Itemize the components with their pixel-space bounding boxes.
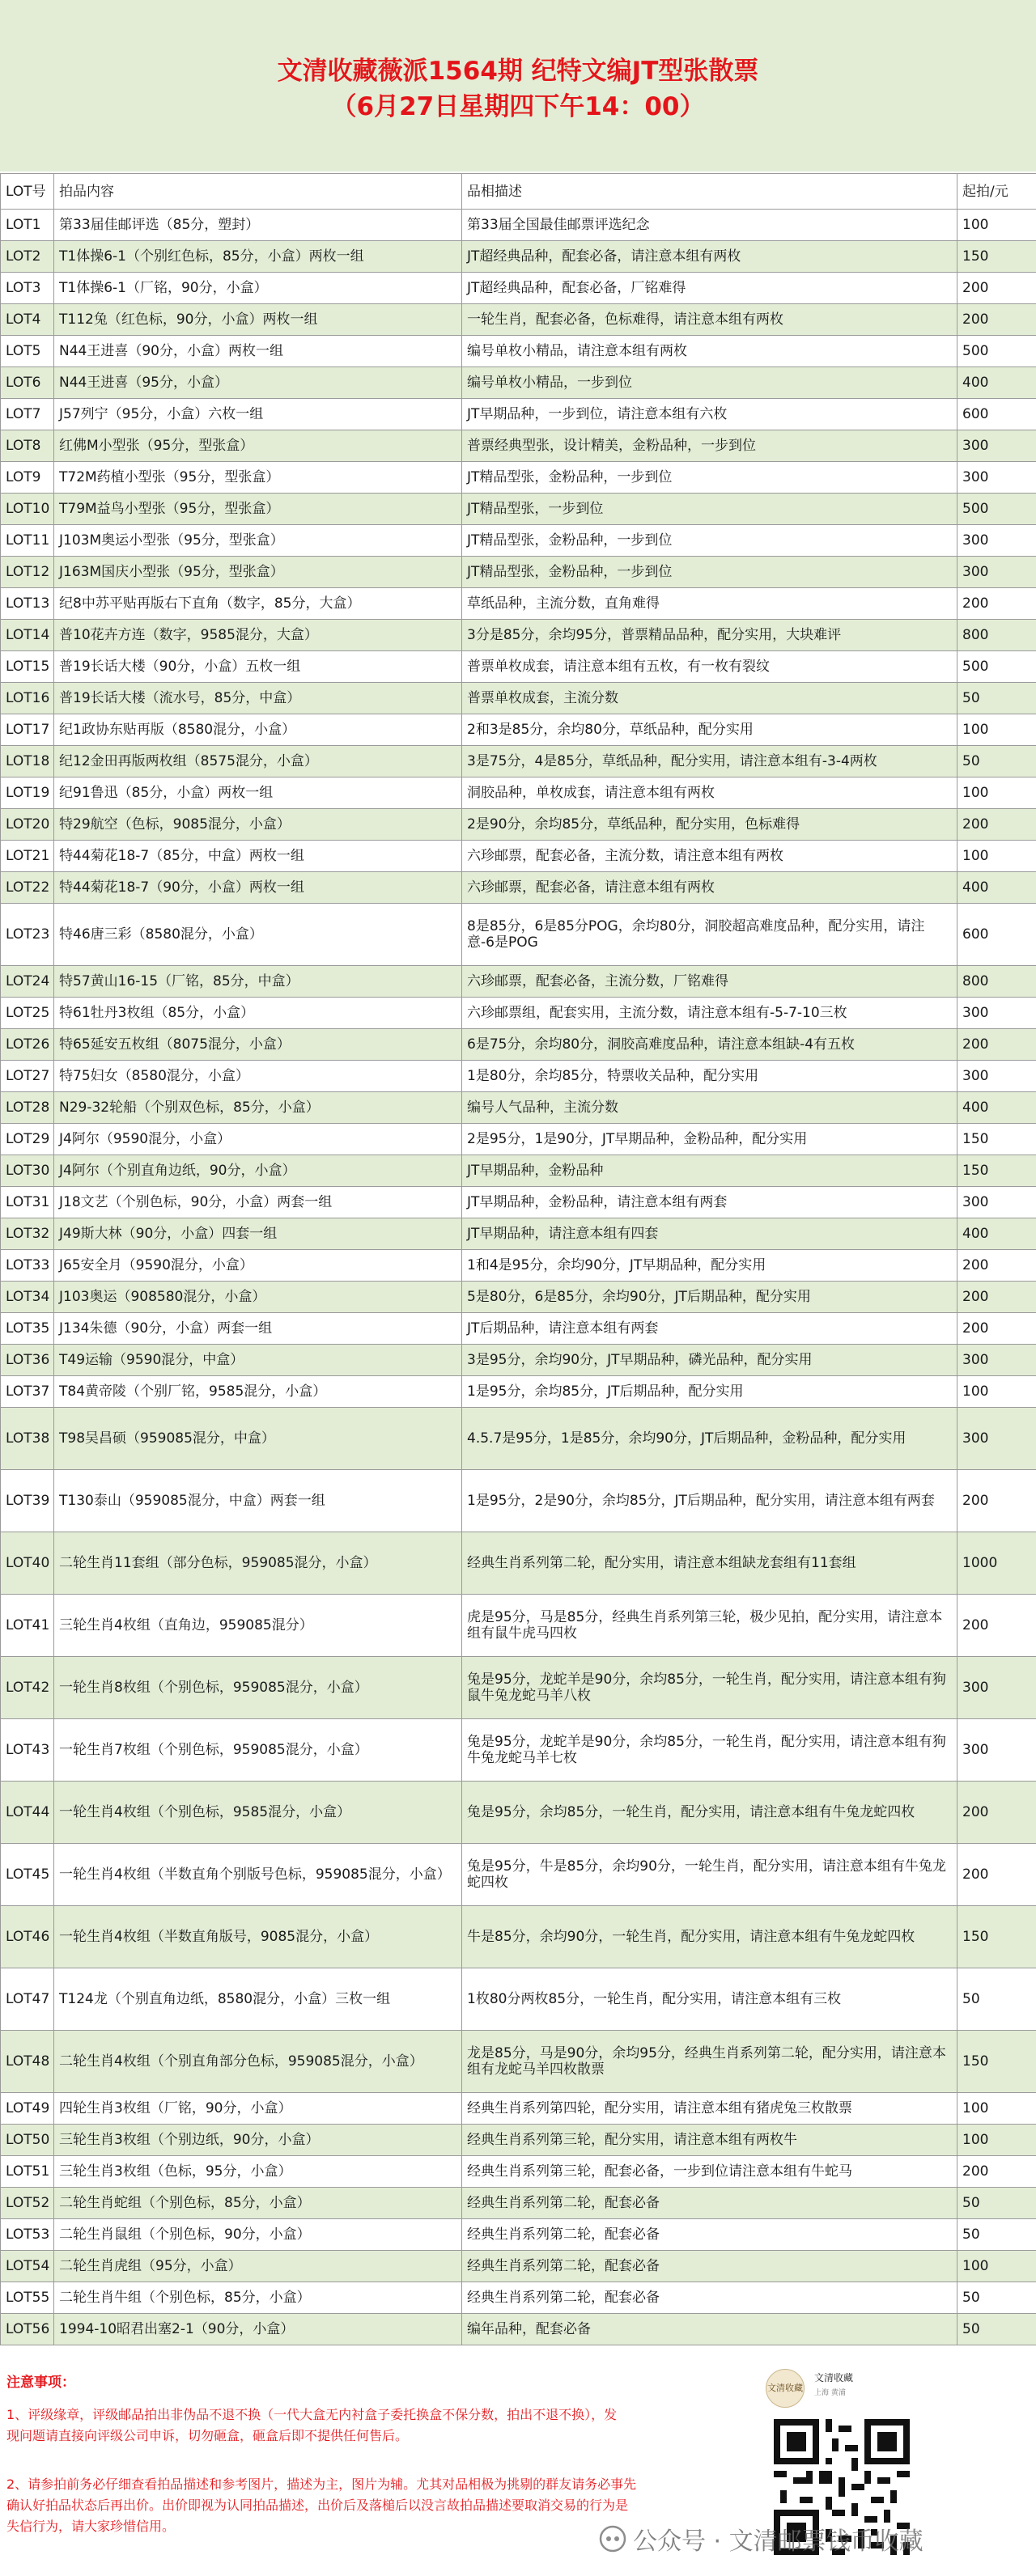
lot-number: LOT54	[1, 2251, 54, 2282]
table-row	[1, 462, 1036, 494]
lot-start-price: 300	[957, 1061, 1036, 1092]
lot-content: 特44菊花18-7（90分，小盒）两枚一组	[54, 872, 462, 904]
auction-time: （6月27日星期四下午14：00）	[331, 92, 705, 121]
lot-start-price: 600	[957, 904, 1036, 966]
lot-start-price: 50	[957, 746, 1036, 777]
table-row	[1, 904, 1036, 966]
lot-description: 兔是95分，牛是85分，余均90分，一轮生肖，配分实用，请注意本组有牛兔龙蛇四枚	[462, 1844, 957, 1906]
lot-start-price: 100	[957, 1376, 1036, 1408]
lot-content: 一轮生肖7枚组（个别色标，959085混分，小盒）	[54, 1719, 462, 1782]
lot-start-price: 50	[957, 683, 1036, 714]
lot-number: LOT46	[1, 1906, 54, 1968]
lot-start-price: 800	[957, 966, 1036, 998]
table-row	[1, 588, 1036, 620]
lot-content: 第33届佳邮评选（85分，塑封）	[54, 210, 462, 241]
lot-content: 普19长话大楼（流水号，85分，中盒）	[54, 683, 462, 714]
lot-start-price: 300	[957, 1657, 1036, 1719]
table-row	[1, 1029, 1036, 1061]
lot-description: 六珍邮票组，配套实用，主流分数，请注意本组有-5-7-10三枚	[462, 998, 957, 1029]
lot-start-price: 200	[957, 1282, 1036, 1313]
lot-number: LOT21	[1, 841, 54, 872]
table-row	[1, 620, 1036, 651]
lot-start-price: 200	[957, 1844, 1036, 1906]
lot-description: 牛是85分，余均90分，一轮生肖，配分实用，请注意本组有牛兔龙蛇四枚	[462, 1906, 957, 1968]
lot-description: 2是95分，1是90分，JT早期品种，金粉品种，配分实用	[462, 1124, 957, 1155]
lot-content: 纪8中苏平贴再版右下直角（数字，85分，大盒）	[54, 588, 462, 620]
table-row	[1, 2093, 1036, 2125]
lot-number: LOT15	[1, 651, 54, 683]
lot-number: LOT19	[1, 777, 54, 809]
lot-content: 三轮生肖3枚组（色标，95分，小盒）	[54, 2156, 462, 2188]
lot-description: 经典生肖系列第二轮，配分实用，请注意本组缺龙套组有11套组	[462, 1532, 957, 1595]
table-row	[1, 1470, 1036, 1532]
lot-content: T79M益鸟小型张（95分，型张盒）	[54, 494, 462, 525]
table-row	[1, 1408, 1036, 1470]
lot-content: 特65延安五枚组（8075混分，小盒）	[54, 1029, 462, 1061]
lot-description: 5是80分，6是85分，余均90分，JT后期品种，配分实用	[462, 1282, 957, 1313]
lot-start-price: 150	[957, 241, 1036, 273]
lot-number: LOT55	[1, 2282, 54, 2314]
lot-content: T98吴昌硕（959085混分，中盒）	[54, 1408, 462, 1470]
lot-number: LOT40	[1, 1532, 54, 1595]
table-row	[1, 841, 1036, 872]
table-row	[1, 210, 1036, 241]
table-row	[1, 1532, 1036, 1595]
table-row	[1, 1218, 1036, 1250]
table-row	[1, 2282, 1036, 2314]
table-row	[1, 367, 1036, 399]
lot-description: 兔是95分，余均85分，一轮生肖，配分实用，请注意本组有牛兔龙蛇四枚	[462, 1782, 957, 1844]
lot-content: 二轮生肖牛组（个别色标，85分，小盒）	[54, 2282, 462, 2314]
table-row	[1, 273, 1036, 304]
lot-description: 经典生肖系列第二轮，配套必备	[462, 2251, 957, 2282]
table-row	[1, 1187, 1036, 1218]
lot-content: 特75妇女（8580混分，小盒）	[54, 1061, 462, 1092]
table-row	[1, 1155, 1036, 1187]
lot-content: 二轮生肖11套组（部分色标，959085混分，小盒）	[54, 1532, 462, 1595]
lot-description: 3分是85分，余均95分，普票精品品种，配分实用，大块难评	[462, 620, 957, 651]
table-row	[1, 304, 1036, 336]
lot-content: J57列宁（95分，小盒）六枚一组	[54, 399, 462, 430]
table-row	[1, 683, 1036, 714]
lot-start-price: 200	[957, 1470, 1036, 1532]
lot-content: N44王进喜（90分，小盒）两枚一组	[54, 336, 462, 367]
lot-start-price: 400	[957, 1218, 1036, 1250]
lot-start-price: 300	[957, 557, 1036, 588]
lot-content: 一轮生肖4枚组（半数直角版号，9085混分，小盒）	[54, 1906, 462, 1968]
lot-content: 一轮生肖8枚组（个别色标，959085混分，小盒）	[54, 1657, 462, 1719]
lot-start-price: 100	[957, 777, 1036, 809]
lot-description: 一轮生肖，配套必备，色标难得，请注意本组有两枚	[462, 304, 957, 336]
table-row	[1, 777, 1036, 809]
lot-start-price: 200	[957, 304, 1036, 336]
lot-content: J4阿尔（9590混分，小盒）	[54, 1124, 462, 1155]
table-row	[1, 2188, 1036, 2219]
lot-number: LOT5	[1, 336, 54, 367]
lot-number: LOT25	[1, 998, 54, 1029]
lots-table-body	[1, 210, 1036, 2345]
lot-start-price: 100	[957, 2251, 1036, 2282]
table-row	[1, 966, 1036, 998]
lot-start-price: 150	[957, 1906, 1036, 1968]
lot-number: LOT23	[1, 904, 54, 966]
lot-content: 普10花卉方连（数字，9585混分，大盒）	[54, 620, 462, 651]
lot-description: 普票单枚成套，主流分数	[462, 683, 957, 714]
table-row	[1, 714, 1036, 746]
lot-start-price: 300	[957, 1187, 1036, 1218]
lot-content: T130泰山（959085混分，中盒）两套一组	[54, 1470, 462, 1532]
lot-number: LOT6	[1, 367, 54, 399]
lot-content: 纪91鲁迅（85分，小盒）两枚一组	[54, 777, 462, 809]
lot-description: JT精品型张，金粉品种，一步到位	[462, 462, 957, 494]
lot-number: LOT53	[1, 2219, 54, 2251]
lot-description: 1和4是95分，余均90分，JT早期品种，配分实用	[462, 1250, 957, 1282]
lot-content: 特46唐三彩（8580混分，小盒）	[54, 904, 462, 966]
lot-start-price: 500	[957, 494, 1036, 525]
lot-start-price: 300	[957, 1719, 1036, 1782]
lot-number: LOT52	[1, 2188, 54, 2219]
notes-item-1: 1、评级缘章，评级邮品拍出非伪品不退不换（一代大盒无内衬盒子委托换盒不保分数，拍出不退不换），发现问题请直接向评级公司申诉，切勿砸盒，砸盒后即不提供任何售后。	[6, 2407, 618, 2443]
shop-logo: 文清收藏	[766, 2369, 805, 2408]
lot-number: LOT41	[1, 1595, 54, 1657]
lot-number: LOT37	[1, 1376, 54, 1408]
lot-content: J103M奥运小型张（95分，型张盒）	[54, 525, 462, 557]
table-row	[1, 557, 1036, 588]
lot-description: 兔是95分，龙蛇羊是90分，余均85分，一轮生肖，配分实用，请注意本组有狗牛兔龙蛇马羊七枚	[462, 1719, 957, 1782]
lot-description: 六珍邮票，配套必备，主流分数，厂铭难得	[462, 966, 957, 998]
lot-number: LOT30	[1, 1155, 54, 1187]
table-row	[1, 430, 1036, 462]
lot-description: 六珍邮票，配套必备，请注意本组有两枚	[462, 872, 957, 904]
lot-start-price: 400	[957, 367, 1036, 399]
lot-description: 6是75分，余均80分，洞胶高难度品种，请注意本组缺-4有五枚	[462, 1029, 957, 1061]
lot-content: 1994-10昭君出塞2-1（90分，小盒）	[54, 2314, 462, 2345]
lot-start-price: 200	[957, 1782, 1036, 1844]
lot-number: LOT36	[1, 1345, 54, 1376]
lot-description: 龙是85分，马是90分，余均95分，经典生肖系列第二轮，配分实用，请注意本组有龙蛇马羊四枚散票	[462, 2031, 957, 2093]
table-row	[1, 2314, 1036, 2345]
lot-content: 二轮生肖鼠组（个别色标，90分，小盒）	[54, 2219, 462, 2251]
lot-number: LOT51	[1, 2156, 54, 2188]
table-row	[1, 1595, 1036, 1657]
table-row	[1, 336, 1036, 367]
lot-start-price: 500	[957, 651, 1036, 683]
lot-start-price: 50	[957, 2219, 1036, 2251]
table-row	[1, 746, 1036, 777]
lot-description: 经典生肖系列第二轮，配套必备	[462, 2282, 957, 2314]
lot-number: LOT45	[1, 1844, 54, 1906]
lot-number: LOT17	[1, 714, 54, 746]
lot-description: 六珍邮票，配套必备，主流分数，请注意本组有两枚	[462, 841, 957, 872]
table-row	[1, 1313, 1036, 1345]
table-row	[1, 998, 1036, 1029]
column-header-price: 起拍/元	[957, 174, 1036, 210]
lot-start-price: 150	[957, 1124, 1036, 1155]
lot-description: JT早期品种，一步到位，请注意本组有六枚	[462, 399, 957, 430]
lot-content: 二轮生肖4枚组（个别直角部分色标，959085混分，小盒）	[54, 2031, 462, 2093]
lot-number: LOT8	[1, 430, 54, 462]
lot-description: 编号人气品种，主流分数	[462, 1092, 957, 1124]
lot-description: 4.5.7是95分，1是85分，余均90分，JT后期品种，金粉品种，配分实用	[462, 1408, 957, 1470]
lot-number: LOT28	[1, 1092, 54, 1124]
lot-number: LOT35	[1, 1313, 54, 1345]
lot-start-price: 150	[957, 1155, 1036, 1187]
table-row	[1, 1844, 1036, 1906]
lot-content: J65安全月（9590混分，小盒）	[54, 1250, 462, 1282]
lot-start-price: 1000	[957, 1532, 1036, 1595]
lot-description: 2和3是85分，余均80分，草纸品种，配分实用	[462, 714, 957, 746]
lot-content: J163M国庆小型张（95分，型张盒）	[54, 557, 462, 588]
lot-description: 普票经典型张，设计精美，金粉品种，一步到位	[462, 430, 957, 462]
table-row	[1, 1282, 1036, 1313]
lot-number: LOT48	[1, 2031, 54, 2093]
table-row	[1, 2125, 1036, 2156]
lot-content: 特29航空（色标，9085混分，小盒）	[54, 809, 462, 841]
lot-description: 经典生肖系列第三轮，配套必备，一步到位请注意本组有牛蛇马	[462, 2156, 957, 2188]
shop-name: 文清收藏	[814, 2372, 854, 2383]
table-row	[1, 1376, 1036, 1408]
lot-number: LOT26	[1, 1029, 54, 1061]
lot-description: JT精品型张，金粉品种，一步到位	[462, 525, 957, 557]
lot-number: LOT20	[1, 809, 54, 841]
lot-start-price: 300	[957, 462, 1036, 494]
lot-number: LOT56	[1, 2314, 54, 2345]
lot-content: 特61牡丹3枚组（85分，小盒）	[54, 998, 462, 1029]
lot-content: T84黄帝陵（个别厂铭，9585混分，小盒）	[54, 1376, 462, 1408]
lot-start-price: 100	[957, 210, 1036, 241]
table-row	[1, 1092, 1036, 1124]
lot-content: J103奥运（908580混分，小盒）	[54, 1282, 462, 1313]
table-row	[1, 1345, 1036, 1376]
lot-content: J18文艺（个别色标，90分，小盒）两套一组	[54, 1187, 462, 1218]
lot-start-price: 500	[957, 336, 1036, 367]
lot-description: 2是90分，余均85分，草纸品种，配分实用，色标难得	[462, 809, 957, 841]
lot-content: J49斯大林（90分，小盒）四套一组	[54, 1218, 462, 1250]
lot-description: JT超经典品种，配套必备，请注意本组有两枚	[462, 241, 957, 273]
lot-start-price: 300	[957, 525, 1036, 557]
table-header-row	[1, 174, 1036, 210]
lot-start-price: 200	[957, 1595, 1036, 1657]
lot-description: JT精品型张，金粉品种，一步到位	[462, 557, 957, 588]
lot-description: 1枚80分两枚85分，一轮生肖，配分实用，请注意本组有三枚	[462, 1968, 957, 2031]
lot-number: LOT27	[1, 1061, 54, 1092]
lot-number: LOT9	[1, 462, 54, 494]
column-header-desc: 品相描述	[462, 174, 957, 210]
lot-description: 8是85分，6是85分POG，余均80分，洞胶超高难度品种，配分实用，请注意-6是POG	[462, 904, 957, 966]
lot-description: 1是95分，2是90分，余均85分，JT后期品种，配分实用，请注意本组有两套	[462, 1470, 957, 1532]
lot-start-price: 100	[957, 2093, 1036, 2125]
lot-content: 特57黄山16-15（厂铭，85分，中盒）	[54, 966, 462, 998]
lot-start-price: 50	[957, 2282, 1036, 2314]
lot-description: 1是95分，余均85分，JT后期品种，配分实用	[462, 1376, 957, 1408]
column-header-content: 拍品内容	[54, 174, 462, 210]
lot-description: JT早期品种，金粉品种，请注意本组有两套	[462, 1187, 957, 1218]
table-row	[1, 2156, 1036, 2188]
lot-number: LOT4	[1, 304, 54, 336]
lot-description: 3是95分，余均90分，JT早期品种，磷光品种，配分实用	[462, 1345, 957, 1376]
lot-number: LOT33	[1, 1250, 54, 1282]
lot-start-price: 300	[957, 998, 1036, 1029]
lot-start-price: 150	[957, 2031, 1036, 2093]
lot-number: LOT49	[1, 2093, 54, 2125]
lot-start-price: 600	[957, 399, 1036, 430]
table-row	[1, 1906, 1036, 1968]
lot-number: LOT16	[1, 683, 54, 714]
lot-number: LOT13	[1, 588, 54, 620]
watermark-text: 公众号 · 文清邮票钱币收藏	[633, 2527, 923, 2556]
lot-description: JT超经典品种，配套必备，厂铭难得	[462, 273, 957, 304]
column-header-lot: LOT号	[1, 174, 54, 210]
notes-heading: 注意事项：	[6, 2375, 75, 2391]
lot-content: T112兔（红色标，90分，小盒）两枚一组	[54, 304, 462, 336]
lot-number: LOT39	[1, 1470, 54, 1532]
lot-start-price: 200	[957, 1313, 1036, 1345]
page-header	[0, 0, 1036, 172]
lot-start-price: 100	[957, 841, 1036, 872]
table-row	[1, 525, 1036, 557]
lot-start-price: 200	[957, 588, 1036, 620]
lot-content: T124龙（个别直角边纸，8580混分，小盒）三枚一组	[54, 1968, 462, 2031]
lot-description: 编年品种，配套必备	[462, 2314, 957, 2345]
lot-content: 三轮生肖3枚组（个别边纸，90分，小盒）	[54, 2125, 462, 2156]
lot-content: N29-32轮船（个别双色标，85分，小盒）	[54, 1092, 462, 1124]
lots-table	[0, 173, 1036, 2345]
page-title: 文清收藏薇派1564期 纪特文编JT型张散票	[277, 57, 759, 86]
table-row	[1, 1124, 1036, 1155]
lot-start-price: 100	[957, 2125, 1036, 2156]
lot-description: 兔是95分，龙蛇羊是90分，余均85分，一轮生肖，配分实用，请注意本组有狗鼠牛兔龙蛇马羊八枚	[462, 1657, 957, 1719]
lot-number: LOT24	[1, 966, 54, 998]
lot-content: 一轮生肖4枚组（半数直角个别版号色标，959085混分，小盒）	[54, 1844, 462, 1906]
lot-start-price: 50	[957, 2314, 1036, 2345]
lot-number: LOT50	[1, 2125, 54, 2156]
lot-start-price: 300	[957, 1345, 1036, 1376]
lot-number: LOT38	[1, 1408, 54, 1470]
lot-description: 草纸品种，主流分数，直角难得	[462, 588, 957, 620]
lot-number: LOT42	[1, 1657, 54, 1719]
lot-number: LOT3	[1, 273, 54, 304]
lot-number: LOT32	[1, 1218, 54, 1250]
lot-start-price: 300	[957, 430, 1036, 462]
lot-number: LOT34	[1, 1282, 54, 1313]
lot-description: JT精品型张，一步到位	[462, 494, 957, 525]
lot-content: 普19长话大楼（90分，小盒）五枚一组	[54, 651, 462, 683]
table-row	[1, 1968, 1036, 2031]
lot-content: J134朱德（90分，小盒）两套一组	[54, 1313, 462, 1345]
lot-content: 特44菊花18-7（85分，中盒）两枚一组	[54, 841, 462, 872]
lot-start-price: 400	[957, 1092, 1036, 1124]
lot-description: JT后期品种，请注意本组有两套	[462, 1313, 957, 1345]
lot-content: J4阿尔（个别直角边纸，90分，小盒）	[54, 1155, 462, 1187]
lot-content: N44王进喜（95分，小盒）	[54, 367, 462, 399]
lot-description: 编号单枚小精品，一步到位	[462, 367, 957, 399]
lot-content: T1体操6-1（个别红色标，85分，小盒）两枚一组	[54, 241, 462, 273]
lot-description: 经典生肖系列第二轮，配套必备	[462, 2188, 957, 2219]
table-row	[1, 1250, 1036, 1282]
table-row	[1, 651, 1036, 683]
lot-start-price: 100	[957, 714, 1036, 746]
lot-start-price: 200	[957, 809, 1036, 841]
shop-location: 上海 黄浦	[814, 2389, 846, 2397]
table-row	[1, 241, 1036, 273]
lot-number: LOT7	[1, 399, 54, 430]
lot-number: LOT22	[1, 872, 54, 904]
lot-number: LOT43	[1, 1719, 54, 1782]
table-row	[1, 1657, 1036, 1719]
table-row	[1, 2251, 1036, 2282]
wechat-official-account-icon	[599, 2525, 626, 2553]
lot-number: LOT47	[1, 1968, 54, 2031]
lot-content: T49运输（9590混分，中盒）	[54, 1345, 462, 1376]
lot-description: 编号单枚小精品，请注意本组有两枚	[462, 336, 957, 367]
table-row	[1, 2031, 1036, 2093]
lot-number: LOT1	[1, 210, 54, 241]
lot-start-price: 200	[957, 273, 1036, 304]
lot-start-price: 50	[957, 1968, 1036, 2031]
lot-start-price: 300	[957, 1408, 1036, 1470]
lot-number: LOT10	[1, 494, 54, 525]
lot-number: LOT18	[1, 746, 54, 777]
lot-description: 1是80分，余均85分，特票收关品种，配分实用	[462, 1061, 957, 1092]
lot-content: 纪1政协东贴再版（8580混分，小盒）	[54, 714, 462, 746]
lot-start-price: 800	[957, 620, 1036, 651]
table-row	[1, 1719, 1036, 1782]
lot-description: 经典生肖系列第四轮，配分实用，请注意本组有猪虎兔三枚散票	[462, 2093, 957, 2125]
lot-number: LOT12	[1, 557, 54, 588]
lot-number: LOT14	[1, 620, 54, 651]
lot-number: LOT2	[1, 241, 54, 273]
table-row	[1, 494, 1036, 525]
lot-content: 一轮生肖4枚组（个别色标，9585混分，小盒）	[54, 1782, 462, 1844]
lot-description: 3是75分，4是85分，草纸品种，配分实用，请注意本组有-3-4两枚	[462, 746, 957, 777]
lot-number: LOT29	[1, 1124, 54, 1155]
lot-number: LOT11	[1, 525, 54, 557]
table-row	[1, 809, 1036, 841]
lot-content: 四轮生肖3枚组（厂铭，90分，小盒）	[54, 2093, 462, 2125]
table-row	[1, 872, 1036, 904]
lot-description: 经典生肖系列第三轮，配分实用，请注意本组有两枚牛	[462, 2125, 957, 2156]
table-row	[1, 2219, 1036, 2251]
lot-start-price: 50	[957, 2188, 1036, 2219]
lot-start-price: 200	[957, 1250, 1036, 1282]
lot-content: 纪12金田再版两枚组（8575混分，小盒）	[54, 746, 462, 777]
lot-description: 经典生肖系列第二轮，配套必备	[462, 2219, 957, 2251]
lot-description: 普票单枚成套，请注意本组有五枚，有一枚有裂纹	[462, 651, 957, 683]
lot-content: T72M药植小型张（95分，型张盒）	[54, 462, 462, 494]
lot-number: LOT31	[1, 1187, 54, 1218]
table-row	[1, 1061, 1036, 1092]
watermark	[599, 2523, 923, 2555]
lot-description: JT早期品种，请注意本组有四套	[462, 1218, 957, 1250]
lot-content: 二轮生肖蛇组（个别色标，85分，小盒）	[54, 2188, 462, 2219]
lot-content: 二轮生肖虎组（95分，小盒）	[54, 2251, 462, 2282]
lot-content: 三轮生肖4枚组（直角边，959085混分）	[54, 1595, 462, 1657]
lot-number: LOT44	[1, 1782, 54, 1844]
lot-content: T1体操6-1（厂铭，90分，小盒）	[54, 273, 462, 304]
table-row	[1, 1782, 1036, 1844]
table-row	[1, 399, 1036, 430]
lot-description: 第33届全国最佳邮票评选纪念	[462, 210, 957, 241]
lot-description: 虎是95分，马是85分，经典生肖系列第三轮，极少见拍，配分实用，请注意本组有鼠牛虎马四枚	[462, 1595, 957, 1657]
lot-content: 红佛M小型张（95分，型张盒）	[54, 430, 462, 462]
notes-item-2: 2、请参拍前务必仔细查看拍品描述和参考图片，描述为主，图片为辅。尤其对品相极为挑剔的群友请务必事先确认好拍品状态后再出价。出价即视为认同拍品描述，出价后及落槌后以没言故拍品描述要取消交易的行为是失信行为，请大家珍惜信用。	[6, 2476, 637, 2534]
lot-start-price: 200	[957, 2156, 1036, 2188]
lot-description: JT早期品种，金粉品种	[462, 1155, 957, 1187]
lot-start-price: 200	[957, 1029, 1036, 1061]
lot-start-price: 400	[957, 872, 1036, 904]
lot-description: 洞胶品种，单枚成套，请注意本组有两枚	[462, 777, 957, 809]
